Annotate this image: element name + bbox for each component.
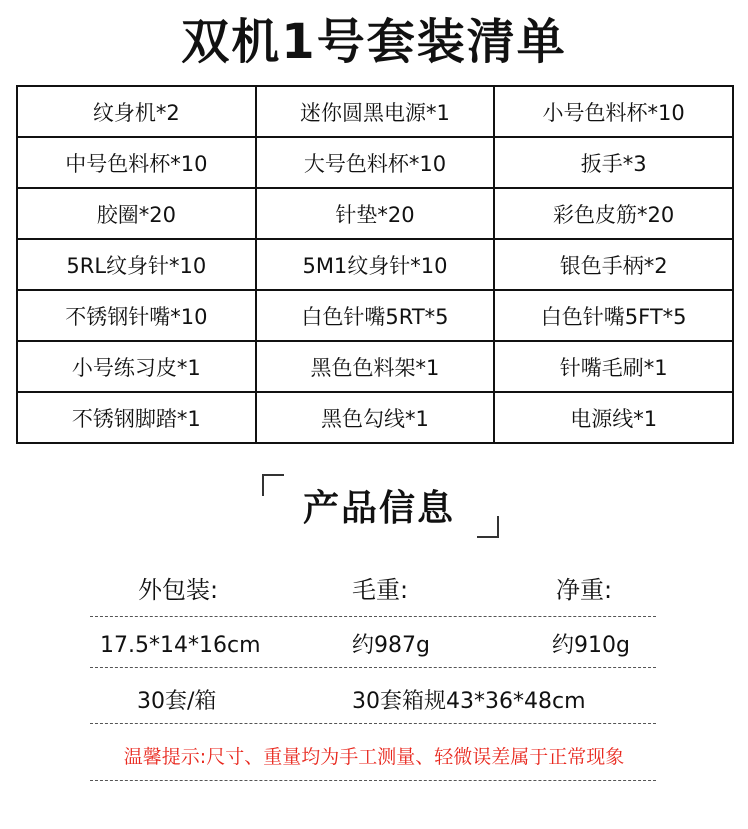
list-item: 黑色色料架*1 [256,341,495,392]
list-item: 迷你圆黑电源*1 [256,86,495,137]
notice-text: 温馨提示:尺寸、重量均为手工测量、轻微误差属于正常现象 [123,746,625,768]
net-weight-label: 净重: [556,576,613,604]
section-title: 产品信息 [302,488,455,529]
carton-size: 30套箱规43*36*48cm [352,689,586,714]
list-item: 针垫*20 [256,188,495,239]
divider [90,723,656,724]
list-item: 纹身机*2 [17,86,256,137]
list-item: 5RL纹身针*10 [17,239,256,290]
info-row [0,626,748,666]
gross-weight-value: 约987g [352,633,430,658]
table-row [17,239,733,290]
list-item: 小号色料杯*10 [494,86,733,137]
list-item: 大号色料杯*10 [256,137,495,188]
list-item: 彩色皮筋*20 [494,188,733,239]
net-weight-value: 约910g [552,633,630,658]
list-item: 5M1纹身针*10 [256,239,495,290]
divider [90,667,656,668]
table-row [17,392,733,443]
packaging-size: 17.5*14*16cm [100,633,261,658]
info-header-row [0,570,748,610]
table-row [17,137,733,188]
list-item: 扳手*3 [494,137,733,188]
list-item: 不锈钢针嘴*10 [17,290,256,341]
corner-bracket-bottom-right [477,516,499,538]
table-row [17,188,733,239]
gross-weight-label: 毛重: [352,576,409,604]
table-row [17,341,733,392]
table-row [17,290,733,341]
list-item: 黑色勾线*1 [256,392,495,443]
sets-per-carton: 30套/箱 [137,689,217,714]
list-item: 针嘴毛刷*1 [494,341,733,392]
page-title: 双机1号套装清单 [181,14,567,70]
packaging-label: 外包装: [138,576,219,604]
info-row [0,682,748,722]
list-item: 中号色料杯*10 [17,137,256,188]
list-item: 电源线*1 [494,392,733,443]
list-item: 胶圈*20 [17,188,256,239]
list-item: 白色针嘴5RT*5 [256,290,495,341]
list-item: 白色针嘴5FT*5 [494,290,733,341]
table-row [17,86,733,137]
divider [90,616,656,617]
list-item: 不锈钢脚踏*1 [17,392,256,443]
list-item: 银色手柄*2 [494,239,733,290]
divider [90,780,656,781]
package-list-table [16,85,734,444]
list-item: 小号练习皮*1 [17,341,256,392]
